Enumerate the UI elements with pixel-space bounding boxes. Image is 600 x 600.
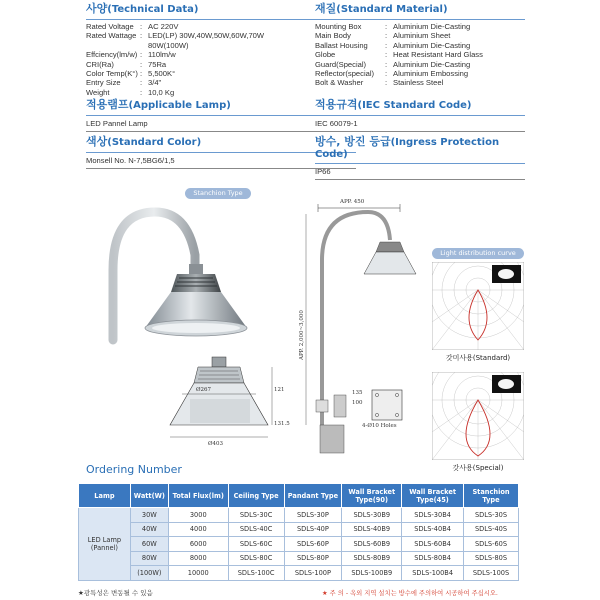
table-cell: SDLS-80S bbox=[464, 551, 519, 566]
material-key: Guard(Special) bbox=[315, 59, 367, 69]
material-value: Aluminium Die-Casting bbox=[393, 59, 471, 69]
stanchion-luminaire-photo bbox=[95, 200, 265, 350]
table-cell: SDLS-60S bbox=[464, 537, 519, 552]
holes-label: 4-Ø10 Holes bbox=[362, 423, 397, 429]
material-row bbox=[315, 60, 525, 69]
material-key: Ballast Housing bbox=[315, 40, 368, 50]
table-cell: SDLS-100B9 bbox=[342, 566, 402, 581]
ordering-table bbox=[78, 483, 519, 581]
material-colon: : bbox=[385, 50, 388, 60]
header-wall-bracket-90: Wall Bracket Type(90) bbox=[342, 484, 402, 508]
app-450-label: APP. 450 bbox=[340, 199, 365, 205]
technical-key: Color Temp(K°) bbox=[86, 69, 138, 79]
table-cell: SDLS-30B4 bbox=[402, 508, 464, 523]
ingress-protection-value: IP66 bbox=[315, 167, 331, 176]
table-row bbox=[79, 551, 519, 566]
technical-colon: : bbox=[140, 31, 143, 41]
material-colon: : bbox=[385, 59, 388, 69]
table-row bbox=[79, 508, 519, 523]
side-dimension-drawing bbox=[160, 355, 290, 455]
table-cell: 8000 bbox=[168, 551, 228, 566]
material-key: Globe bbox=[315, 50, 336, 60]
header-watt: Watt(W) bbox=[130, 484, 168, 508]
table-cell: SDLS-40B4 bbox=[402, 522, 464, 537]
material-colon: : bbox=[385, 31, 388, 41]
technical-value: 110lm/w bbox=[148, 50, 176, 60]
standard-color-value: Monsell No. N-7,5BG6/1,5 bbox=[86, 156, 175, 165]
iec-code-title: 적용규격(IEC Standard Code) bbox=[315, 98, 472, 111]
special-caption: 갓사용(Special) bbox=[452, 464, 504, 472]
header-pandant-type: Pandant Type bbox=[284, 484, 342, 508]
table-row bbox=[79, 522, 519, 537]
table-cell: SDLS-30B9 bbox=[342, 508, 402, 523]
technical-value: AC 220V bbox=[148, 22, 179, 31]
table-cell: SDLS-30C bbox=[228, 508, 284, 523]
height-121-label: 121 bbox=[274, 387, 285, 393]
table-cell: SDLS-100S bbox=[464, 566, 519, 581]
applicable-lamp-title: 적용램프(Applicable Lamp) bbox=[86, 98, 231, 111]
technical-key: Weight bbox=[86, 87, 110, 97]
technical-key: CRI(Ra) bbox=[86, 59, 114, 69]
table-cell: 10000 bbox=[168, 566, 228, 581]
material-row bbox=[315, 31, 525, 40]
technical-colon: : bbox=[140, 69, 143, 79]
standard-material-title: 재질(Standard Material) bbox=[315, 2, 448, 15]
technical-data-title: 사양(Technical Data) bbox=[86, 2, 199, 15]
material-colon: : bbox=[385, 22, 388, 31]
header-lamp: Lamp bbox=[79, 484, 131, 508]
technical-key: Rated Wattage bbox=[86, 31, 137, 41]
table-cell: SDLS-60B4 bbox=[402, 537, 464, 552]
material-value: Aluminium Die-Casting bbox=[393, 40, 471, 50]
standard-caption: 갓미사용(Standard) bbox=[445, 354, 511, 362]
base-plate-drawing bbox=[350, 380, 420, 430]
table-cell: SDLS-40P bbox=[284, 522, 342, 537]
technical-key: Entry Size bbox=[86, 78, 121, 88]
technical-colon: : bbox=[140, 22, 143, 31]
technical-colon: : bbox=[140, 59, 143, 69]
technical-value: 3/4" bbox=[148, 78, 162, 88]
footnote-right: ★ 주 의 - 옥외 지역 설치는 방수에 주의하여 시공하여 주십시오. bbox=[322, 590, 498, 597]
watt-cell: (100W) bbox=[130, 566, 168, 581]
standard-material-list bbox=[315, 22, 525, 88]
material-key: Mounting Box bbox=[315, 22, 362, 31]
table-cell: 3000 bbox=[168, 508, 228, 523]
technical-value: 10,0 Kg bbox=[148, 87, 175, 97]
material-row bbox=[315, 50, 525, 59]
material-value: Heat Resistant Hard Glass bbox=[393, 50, 483, 60]
material-key: Main Body bbox=[315, 31, 351, 41]
material-value: Aluminium Embossing bbox=[393, 69, 469, 79]
technical-colon: : bbox=[140, 87, 143, 97]
technical-key: Rated Voltage bbox=[86, 22, 134, 31]
table-row bbox=[79, 537, 519, 552]
material-colon: : bbox=[385, 69, 388, 79]
table-cell: SDLS-60C bbox=[228, 537, 284, 552]
table-cell: SDLS-80P bbox=[284, 551, 342, 566]
table-cell: SDLS-40S bbox=[464, 522, 519, 537]
header-wall-bracket-45: Wall Bracket Type(45) bbox=[402, 484, 464, 508]
light-curve-standard-chart bbox=[432, 262, 524, 350]
height-131-label: 131.5 bbox=[274, 421, 290, 427]
material-value: Aluminium Sheet bbox=[393, 31, 451, 41]
base-135-label: 135 bbox=[352, 390, 363, 396]
table-cell: SDLS-100C bbox=[228, 566, 284, 581]
material-row bbox=[315, 69, 525, 78]
technical-key: Effciency(lm/w) bbox=[86, 50, 138, 60]
lamp-cell: LED Lamp (Pannel) bbox=[79, 508, 131, 581]
diameter-403-label: Ø403 bbox=[208, 441, 224, 447]
ordering-header-row bbox=[79, 484, 519, 508]
technical-colon bbox=[140, 41, 148, 50]
standard-color-title: 색상(Standard Color) bbox=[86, 135, 202, 148]
material-row bbox=[315, 22, 525, 31]
ingress-protection-title: 방수, 방진 등급(Ingress Protection Code) bbox=[315, 135, 500, 160]
material-colon: : bbox=[385, 40, 388, 50]
material-value: Stainless Steel bbox=[393, 78, 444, 88]
table-cell: 6000 bbox=[168, 537, 228, 552]
table-row bbox=[79, 566, 519, 581]
applicable-lamp-value: LED Pannel Lamp bbox=[86, 119, 148, 128]
header-ceiling-type: Ceiling Type bbox=[228, 484, 284, 508]
technical-colon: : bbox=[140, 78, 143, 88]
table-cell: SDLS-40B9 bbox=[342, 522, 402, 537]
table-cell: SDLS-80B9 bbox=[342, 551, 402, 566]
base-100-label: 100 bbox=[352, 400, 363, 406]
diameter-267-label: Ø267 bbox=[196, 387, 212, 393]
watt-cell: 40W bbox=[130, 522, 168, 537]
header-stanchion-type: Stanchion Type bbox=[464, 484, 519, 508]
material-row bbox=[315, 78, 525, 87]
material-colon: : bbox=[385, 78, 388, 88]
technical-value: 80W(100W) bbox=[148, 40, 189, 50]
watt-cell: 60W bbox=[130, 537, 168, 552]
header-total-flux: Total Flux(lm) bbox=[168, 484, 228, 508]
table-cell: SDLS-100P bbox=[284, 566, 342, 581]
material-key: Reflector(special) bbox=[315, 69, 375, 79]
ordering-number-title: Ordering Number bbox=[86, 463, 182, 476]
standard-material-section bbox=[315, 0, 525, 88]
watt-cell: 30W bbox=[130, 508, 168, 523]
technical-value: LED(LP) 30W,40W,50W,60W,70W bbox=[148, 31, 265, 41]
technical-colon: : bbox=[140, 50, 143, 60]
table-cell: SDLS-40C bbox=[228, 522, 284, 537]
iec-code-section bbox=[315, 96, 525, 132]
iec-code-value: IEC 60079-1 bbox=[315, 119, 358, 128]
table-cell: 4000 bbox=[168, 522, 228, 537]
material-row bbox=[315, 41, 525, 50]
app-height-label: APP. 2,000~3,000 bbox=[299, 310, 305, 360]
material-value: Aluminium Die-Casting bbox=[393, 22, 471, 31]
material-key: Bolt & Washer bbox=[315, 78, 364, 88]
watt-cell: 80W bbox=[130, 551, 168, 566]
ingress-protection-section bbox=[315, 133, 525, 180]
table-cell: SDLS-30P bbox=[284, 508, 342, 523]
technical-key bbox=[86, 41, 140, 50]
table-cell: SDLS-60P bbox=[284, 537, 342, 552]
light-curve-special-chart bbox=[432, 372, 524, 460]
table-cell: SDLS-30S bbox=[464, 508, 519, 523]
stanchion-type-label: Stanchion Type bbox=[185, 188, 251, 199]
table-cell: SDLS-100B4 bbox=[402, 566, 464, 581]
footnote-left: ★광특성은 변동될 수 있음 bbox=[78, 589, 153, 597]
light-distribution-label: Light distribution curve bbox=[432, 248, 524, 259]
table-cell: SDLS-80C bbox=[228, 551, 284, 566]
table-cell: SDLS-60B9 bbox=[342, 537, 402, 552]
table-cell: SDLS-80B4 bbox=[402, 551, 464, 566]
technical-value: 5,500K° bbox=[148, 69, 176, 79]
technical-value: 75Ra bbox=[148, 59, 167, 69]
